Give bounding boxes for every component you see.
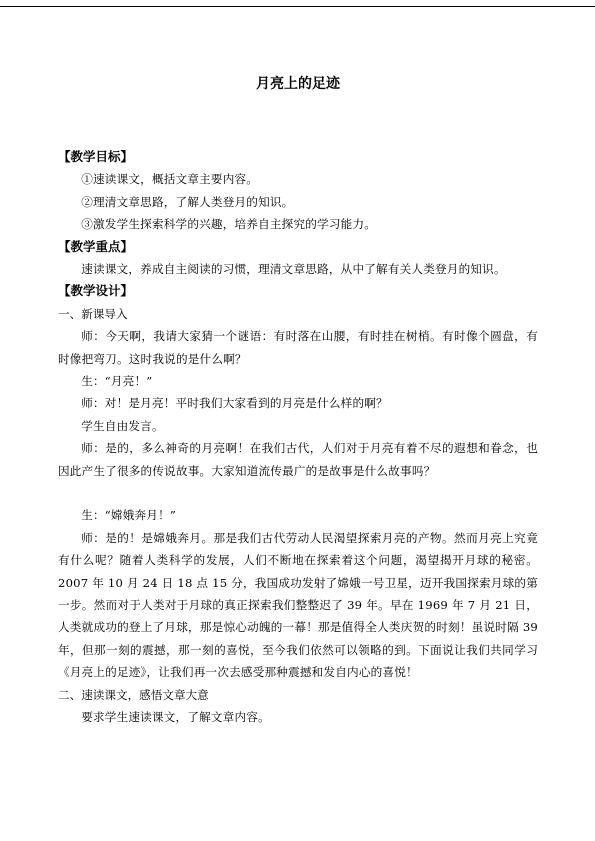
section1-title: 一、新课导入 [58, 306, 128, 321]
goal-item-2: ②理清文章思路，了解人类登月的知识。 [81, 194, 294, 209]
section1-paragraph-5: 师：是的，多么神奇的月亮啊！在我们古代，人们对于月亮有着不尽的遐想和眷念，也因此产生了很多的传说故事。大家知道流传最广的是故事是什么故事吗？ [58, 441, 538, 478]
section1-paragraph-6: 生：“嫦娥奔月！” [81, 508, 176, 523]
section1-paragraph-2: 生：“月亮！” [81, 374, 153, 389]
section1-paragraph-3: 师：对！是月亮！平时我们大家看到的月亮是什么样的啊？ [81, 396, 388, 411]
goal-item-1: ①速读课文，概括文章主要内容。 [81, 172, 259, 187]
section1-paragraph-4: 学生自由发言。 [81, 418, 164, 433]
focus-text: 速读课文，养成自主阅读的习惯，理清文章思路，从中了解有关人类登月的知识。 [81, 262, 506, 276]
focus-heading: 【教学重点】 [58, 238, 134, 254]
design-heading: 【教学设计】 [58, 283, 134, 299]
document-title: 月亮上的足迹 [256, 76, 340, 92]
section2-title: 二、速读课文，感悟文章大意 [58, 687, 209, 702]
section1-paragraph-1: 师：今天啊，我请大家猜一个谜语：有时落在山腰，有时挂在树梢。有时像个圆盘，有时像把弯刀。这时我说的是什么啊？ [58, 329, 538, 366]
blank-line [58, 482, 538, 504]
page-top-rule [0, 6, 595, 7]
section2-paragraph-1: 要求学生速读课文，了解文章内容。 [81, 710, 270, 725]
goals-heading: 【教学目标】 [58, 149, 134, 164]
section1-paragraph-7: 师：是的！是嫦娥奔月。那是我们古代劳动人民渴望探索月亮的产物。然而月亮上究竟有什么呢？随着人类科学的发展，人们不断地在探索着这个问题，渴望揭开月球的秘密。2007 年 10 月 24 日 18 点 15 分，我国成功发射了嫦娥一号卫星，迈开我国探索月球的第一步。然而对于人类对于月球的真正探索我们整整迟了 39 年。早在 1969 年 7 月 21 日，人类就成功的登上了月球，那是惊心动魄的一幕！那是值得全人类庆贺的时刻！虽说时隔 39 年，但那一刻的震撼，那一刻的喜悦，至今我们依然可以领略的到。下面说让我们共同学习《月亮上的足迹》，让我们再一次去感受那种震撼和发自内心的喜悦！ [58, 530, 538, 680]
document-page [58, 70, 538, 729]
title-spacer [58, 98, 538, 146]
goal-item-3: ③激发学生探索科学的兴趣，培养自主探究的学习能力。 [81, 217, 377, 232]
